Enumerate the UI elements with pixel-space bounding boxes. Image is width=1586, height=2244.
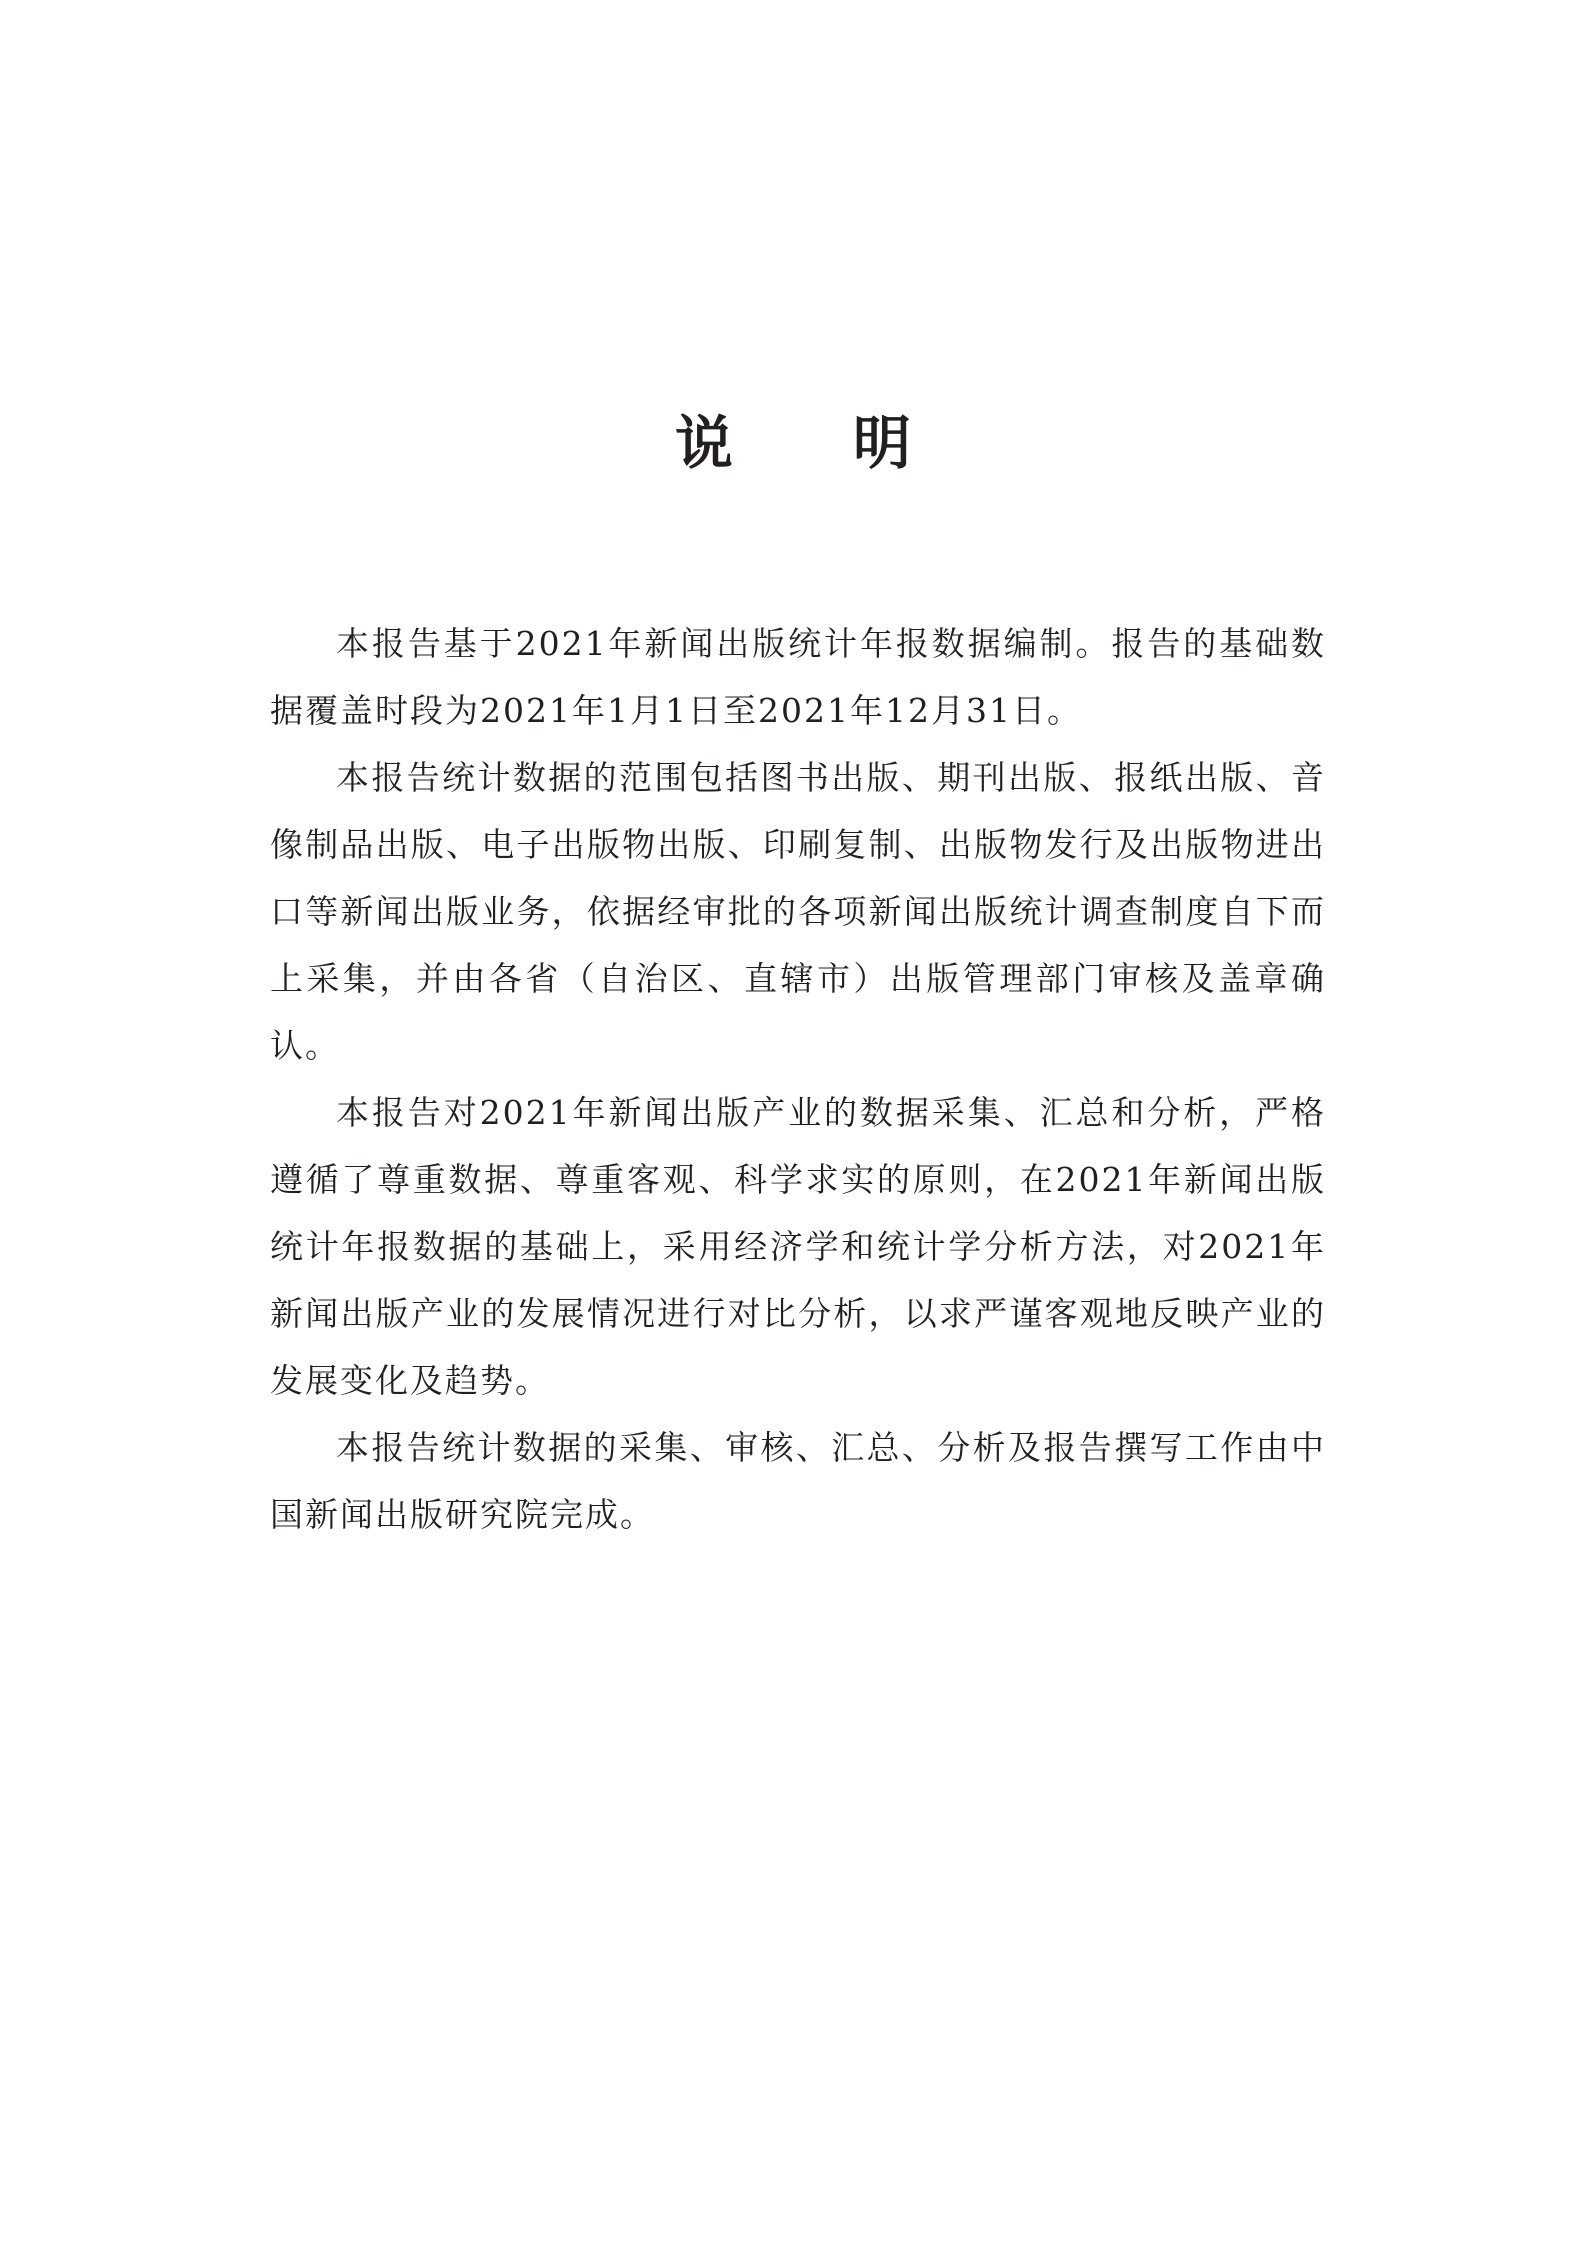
body-text bbox=[270, 610, 1326, 1548]
paragraph: 本报告对2021年新闻出版产业的数据采集、汇总和分析，严格遵循了尊重数据、尊重客观、科学求实的原则，在2021年新闻出版统计年报数据的基础上，采用经济学和统计学分析方法，对2021年新闻出版产业的发展情况进行对比分析，以求严谨客观地反映产业的发展变化及趋势。 bbox=[270, 1093, 1326, 1400]
title-char-2: 明 bbox=[853, 409, 912, 477]
paragraph: 本报告基于2021年新闻出版统计年报数据编制。报告的基础数据覆盖时段为2021年1月1日至2021年12月31日。 bbox=[270, 624, 1326, 730]
paragraph: 本报告统计数据的范围包括图书出版、期刊出版、报纸出版、音像制品出版、电子出版物出版、印刷复制、出版物发行及出版物进出口等新闻出版业务，依据经审批的各项新闻出版统计调查制度自下而上采集，并由各省（自治区、直辖市）出版管理部门审核及盖章确认。 bbox=[270, 758, 1326, 1065]
title-char-1: 说 bbox=[674, 409, 733, 477]
paragraph: 本报告统计数据的采集、审核、汇总、分析及报告撰写工作由中国新闻出版研究院完成。 bbox=[270, 1428, 1326, 1534]
page-title bbox=[0, 398, 1586, 488]
